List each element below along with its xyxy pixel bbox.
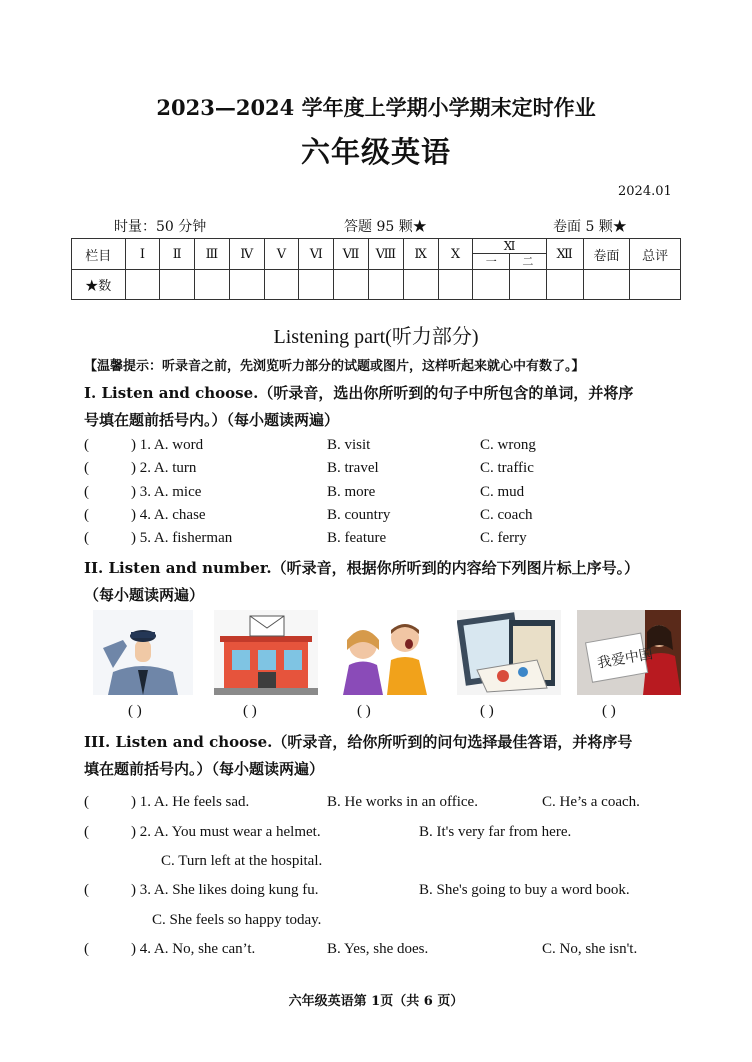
section3-title: III. Listen and choose.（听录音，给你所听到的问句选择最佳答语，并将序号 填在题前括号内。）（每小题读两遍） bbox=[84, 733, 633, 778]
score-col: Ⅳ bbox=[229, 239, 264, 270]
section1-item-c: C. coach bbox=[480, 506, 533, 523]
score-row-label: 栏目 bbox=[72, 239, 126, 270]
score-cell[interactable] bbox=[334, 270, 369, 300]
section1-item-c: C. traffic bbox=[480, 460, 534, 477]
score-cell[interactable] bbox=[546, 270, 583, 300]
s3-q4-c: C. No, she isn't. bbox=[542, 941, 638, 957]
exam-date: 2024.01 bbox=[618, 184, 672, 199]
section1-item-num: ) 4. A. chase bbox=[131, 506, 206, 523]
s3-q1-b: B. He works in an office. bbox=[327, 794, 478, 810]
picture-blank-3[interactable]: ( ) bbox=[357, 703, 371, 719]
score-col-xi-1: 一 bbox=[473, 254, 510, 269]
section1-item-b: B. travel bbox=[327, 460, 379, 477]
s3-q3-c: C. She feels so happy today. bbox=[152, 912, 322, 928]
score-col: Ⅹ bbox=[438, 239, 473, 270]
picture-book-picture bbox=[457, 610, 561, 695]
s3-q4-b: B. Yes, she does. bbox=[327, 941, 429, 957]
score-col: Ⅻ bbox=[546, 239, 583, 270]
score-col-neat: 卷面 bbox=[583, 239, 630, 270]
s3-paren[interactable]: ( bbox=[84, 882, 89, 898]
score-cell[interactable] bbox=[473, 270, 510, 300]
post-office-picture bbox=[214, 610, 318, 695]
section1-item bbox=[84, 484, 604, 507]
section1-item-b: B. country bbox=[327, 506, 391, 523]
s3-q2-b: B. It's very far from here. bbox=[419, 824, 572, 840]
children-picture bbox=[333, 610, 437, 695]
exam-title: 2023—2024 学年度上学期小学期末定时作业 bbox=[156, 95, 596, 120]
picture-blank-2[interactable]: ( ) bbox=[243, 703, 257, 719]
s3-q1-c: C. He’s a coach. bbox=[542, 794, 640, 810]
s3-paren[interactable]: ( bbox=[84, 824, 89, 840]
s3-q1-a: ) 1. A. He feels sad. bbox=[131, 794, 250, 810]
score-cell[interactable] bbox=[195, 270, 230, 300]
section1-item bbox=[84, 460, 604, 483]
score-col: Ⅶ bbox=[334, 239, 369, 270]
listening-tip: 【温馨提示：听录音之前，先浏览听力部分的试题或图片，这样听起来就心中有数了。】 bbox=[84, 359, 585, 374]
section1-item-b: B. feature bbox=[327, 530, 387, 547]
score-col: Ⅴ bbox=[264, 239, 299, 270]
score-col: Ⅷ bbox=[368, 239, 403, 270]
section2-title: II. Listen and number.（听录音，根据你所听到的内容给下列图片标上序号。） （每小题读两遍） bbox=[84, 559, 640, 604]
picture-blank-1[interactable]: ( ) bbox=[128, 703, 142, 719]
section1-title: I. Listen and choose.（听录音，选出你所听到的句子中所包含的单词，并将序 号填在题前括号内。）（每小题读两遍） bbox=[84, 384, 634, 429]
score-cell[interactable] bbox=[229, 270, 264, 300]
score-col: Ⅸ bbox=[403, 239, 438, 270]
score-cell[interactable] bbox=[510, 270, 547, 300]
picture-blank-5[interactable]: ( ) bbox=[602, 703, 616, 719]
woman-with-sign-picture bbox=[577, 610, 681, 695]
s3-q2-c: C. Turn left at the hospital. bbox=[161, 853, 323, 869]
police-officer-picture bbox=[93, 610, 193, 695]
answer-stars: 答题 95 颗★ bbox=[344, 219, 427, 235]
score-cell[interactable] bbox=[299, 270, 334, 300]
s3-q3-b: B. She's going to buy a word book. bbox=[419, 882, 630, 898]
section1-item-paren[interactable]: ( bbox=[84, 506, 89, 523]
section1-item-paren[interactable]: ( bbox=[84, 483, 89, 500]
section1-item-num: ) 1. A. word bbox=[131, 437, 204, 453]
section1-item-paren[interactable]: ( bbox=[84, 530, 89, 547]
section1-item-c: C. ferry bbox=[480, 530, 527, 547]
section1-item-c: C. mud bbox=[480, 483, 525, 500]
section1-item-num: ) 2. A. turn bbox=[131, 460, 197, 477]
s3-paren[interactable]: ( bbox=[84, 941, 89, 957]
listening-part-title: Listening part(听力部分) bbox=[273, 326, 479, 348]
score-col: Ⅰ bbox=[125, 239, 160, 270]
score-cell[interactable] bbox=[438, 270, 473, 300]
section1-item-num: ) 5. A. fisherman bbox=[131, 530, 233, 547]
section1-items bbox=[84, 437, 604, 553]
score-col: Ⅱ bbox=[160, 239, 195, 270]
section1-item-paren[interactable]: ( bbox=[84, 437, 89, 453]
section1-item-c: C. wrong bbox=[480, 437, 536, 453]
score-col-xi-2: 二 bbox=[522, 255, 534, 268]
section1-item-b: B. visit bbox=[327, 437, 371, 453]
stars-row-label: ★数 bbox=[72, 270, 126, 300]
time-limit: 时量：50 分钟 bbox=[114, 219, 207, 235]
score-col: Ⅲ bbox=[195, 239, 230, 270]
section1-item bbox=[84, 437, 604, 460]
section1-item-num: ) 3. A. mice bbox=[131, 483, 202, 500]
s3-q3-a: ) 3. A. She likes doing kung fu. bbox=[131, 882, 319, 898]
score-table bbox=[71, 238, 681, 300]
sign-text: 我爱中国 bbox=[596, 646, 655, 672]
page-footer: 六年级英语第 1页（共 6 页） bbox=[288, 994, 464, 1009]
section1-item-paren[interactable]: ( bbox=[84, 460, 89, 477]
score-col-total: 总评 bbox=[630, 239, 681, 270]
neat-stars: 卷面 5 颗★ bbox=[553, 219, 627, 235]
score-cell[interactable] bbox=[264, 270, 299, 300]
score-cell[interactable] bbox=[583, 270, 630, 300]
s3-q2-a: ) 2. A. You must wear a helmet. bbox=[131, 824, 321, 840]
score-col: Ⅵ bbox=[299, 239, 334, 270]
score-col-xi: Ⅺ 一 二 bbox=[473, 239, 546, 270]
exam-subtitle: 六年级英语 bbox=[300, 135, 451, 169]
section1-item-b: B. more bbox=[327, 483, 376, 500]
score-cell[interactable] bbox=[125, 270, 160, 300]
score-cell[interactable] bbox=[403, 270, 438, 300]
section1-item bbox=[84, 507, 604, 530]
s3-paren[interactable]: ( bbox=[84, 794, 89, 810]
score-cell[interactable] bbox=[630, 270, 681, 300]
score-cell[interactable] bbox=[160, 270, 195, 300]
s3-q4-a: ) 4. A. No, she can’t. bbox=[131, 941, 256, 957]
score-cell[interactable] bbox=[368, 270, 403, 300]
picture-blank-4[interactable]: ( ) bbox=[480, 703, 494, 719]
section1-item bbox=[84, 530, 604, 553]
